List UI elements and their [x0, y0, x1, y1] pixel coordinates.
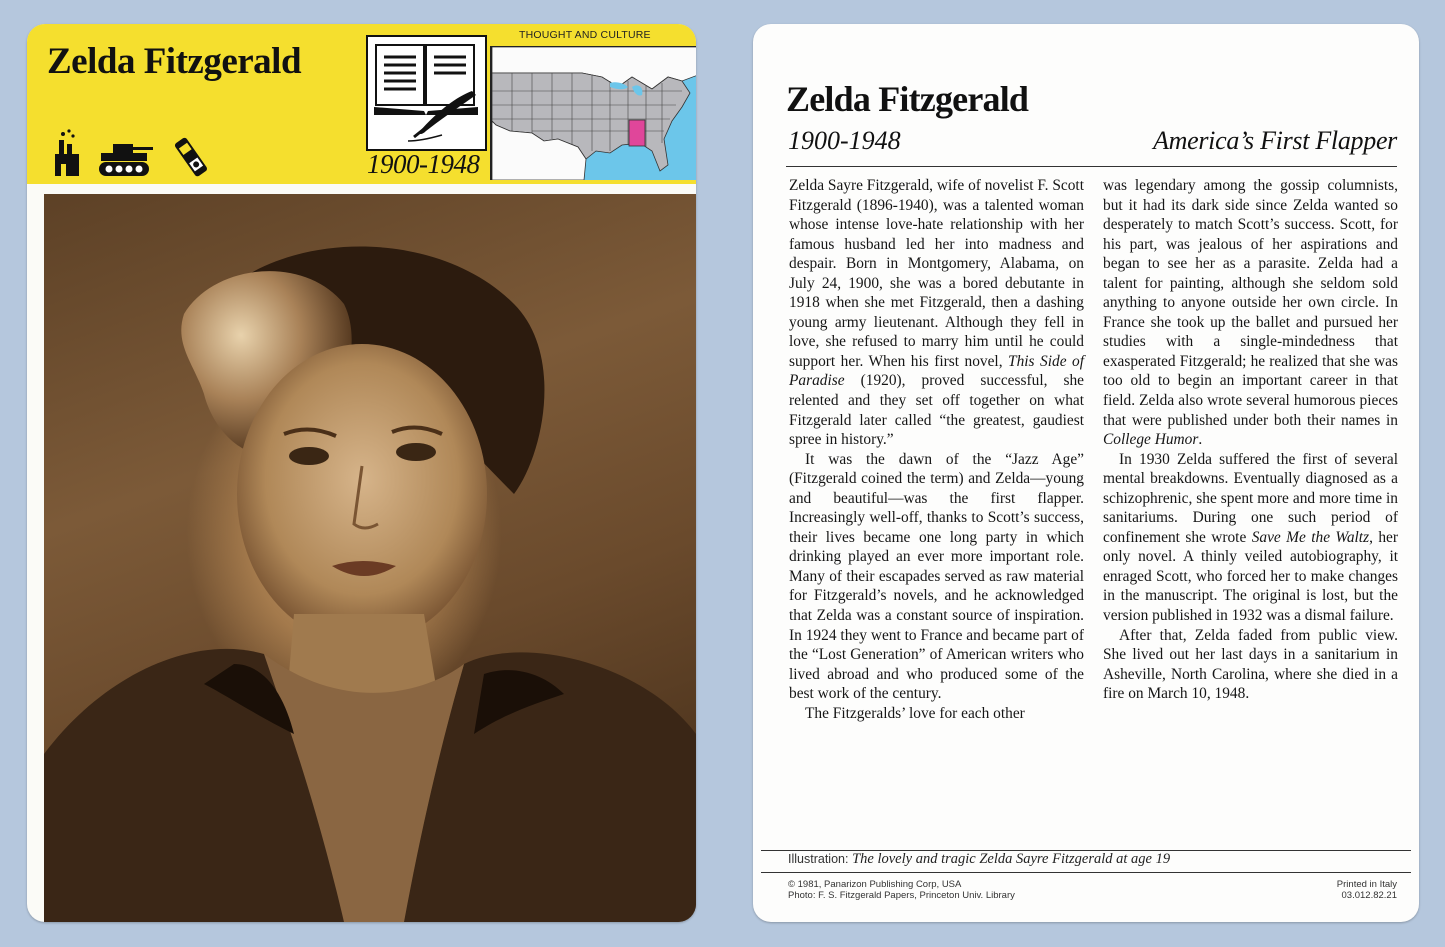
paragraph: After that, Zelda faded from public view. She lived out her last days in a sanitarium in Asheville, North Carolina, where she died in a fire on March 10, 1948.	[1103, 626, 1398, 703]
front-dates: 1900-1948	[367, 149, 480, 179]
photo-credit: Photo: F. S. Fitzgerald Papers, Princeton Univ. Library	[788, 890, 1015, 901]
paragraph: The Fitzgeralds’ love for each other	[805, 704, 1025, 722]
portrait-photo	[44, 194, 696, 922]
theme-label: THOUGHT AND CULTURE	[519, 29, 651, 41]
category-icons	[53, 128, 213, 178]
paragraph	[789, 176, 1084, 450]
us-map-icon	[492, 47, 696, 180]
back-title: Zelda Fitzgerald	[786, 79, 1029, 119]
front-title: Zelda Fitzgerald	[47, 41, 302, 82]
front-header	[27, 24, 696, 184]
illustration-caption	[788, 851, 1170, 868]
printed-in: Printed in Italy	[1336, 879, 1397, 890]
paragraph	[1103, 450, 1398, 626]
book-title: This Side of Paradise	[789, 352, 1085, 390]
credits	[788, 879, 1015, 901]
book-title: Save Me the Waltz	[1251, 528, 1370, 546]
print-info	[1337, 879, 1397, 901]
card-back	[753, 24, 1419, 922]
factory-icon	[55, 129, 79, 176]
text-column-right	[1103, 176, 1398, 704]
illustration-text: The lovely and tragic Zelda Sayre Fitzgerald at age 19	[852, 851, 1171, 867]
back-dates: 1900-1948	[788, 126, 901, 155]
portrait-illustration	[44, 194, 696, 922]
text-span: , her only novel. A thinly veiled autobiography, it enraged Scott, who forced her to make changes in the manuscript. The original is lost, but the version published in 1932 was a dismal failure.	[1103, 528, 1398, 625]
illustration-label: Illustration:	[788, 852, 849, 866]
text-span: Zelda Sayre Fitzgerald, wife of novelist F. Scott Fitzgerald (1896-1940), was a talented woman whose intense love-hate relationship with her famous husband led her into madness and despair. Born in Montgomery, Alabama, on July 24, 1900, she was a bored debutante in 1918 when she met Fitzgerald, then a dashing young army lieutenant. Although they fell in love, she refused to marry him until he could support her. When his first novel,	[789, 177, 1084, 370]
tank-icon	[99, 144, 153, 176]
card-front	[27, 24, 696, 922]
text-span: .	[1198, 431, 1203, 449]
alabama-highlight	[629, 120, 645, 146]
paragraph: It was the dawn of the “Jazz Age” (Fitzgerald coined the term) and Zelda—young and beautiful—was the first flapper. Increasingly well-off, thanks to Scott’s success, their lives became one long party in which drinking played an ever more important role. Many of their escapades served as raw material for Fitzgerald’s novels, and he acknowledged that Zelda was a constant source of inspiration. In 1924 they went to France and became part of the “Lost Generation” of American writers who lived abroad and who produced some of the best work of the century.	[789, 450, 1084, 703]
text-column-left	[789, 176, 1084, 723]
divider	[786, 166, 1397, 167]
copyright: © 1981, Panarizon Publishing Corp, USA	[788, 879, 962, 890]
us-map	[490, 46, 696, 180]
capsule-icon	[174, 137, 208, 178]
book-quill-emblem	[366, 35, 487, 151]
text-span: In 1930 Zelda suffered the first of several mental breakdowns. Eventually diagnosed as a schizophrenic, she spent more and more time in sanitariums. During one such period of confinement she wrote	[1103, 450, 1398, 546]
text-span: (1920), proved successful, she relented and they set off together on what Fitzgerald later called “the greatest, gaudiest spree in history.”	[789, 372, 1084, 449]
back-subtitle: America’s First Flapper	[1153, 126, 1397, 155]
text-span: was legendary among the gossip columnists, but it had its dark side since Zelda wanted so desperately to match Scott’s success. Scott, for his part, was jealous of her aspirations and began to see her as a parasite. Zelda had a talent for painting, although she seldom sold anything to anyone outside her own circle. In France she took up the ballet and pursued her studies with a single-mindedness that exasperated Fitzgerald; he realized that she was too old to begin an important career in that field. Zelda also wrote several humorous pieces that were published under both their names in	[1103, 177, 1398, 429]
paragraph	[1103, 176, 1398, 450]
divider	[761, 872, 1411, 873]
publication-title: College Humor	[1103, 431, 1199, 449]
card-code: 03.012.82.21	[1341, 890, 1397, 901]
book-quill-icon	[368, 37, 485, 149]
